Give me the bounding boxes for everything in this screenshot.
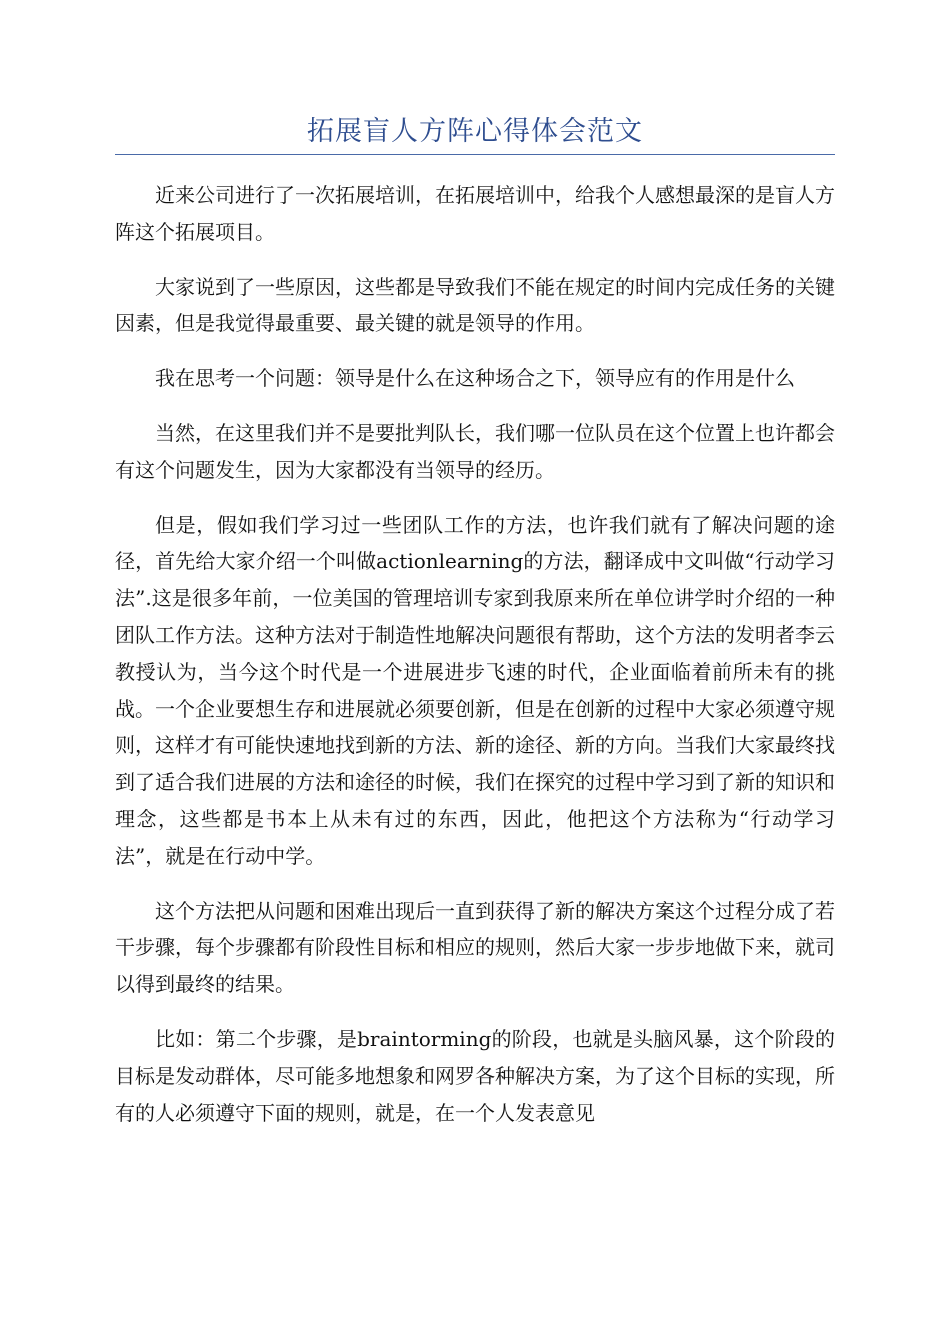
- paragraph-6: 这个方法把从问题和困难出现后一直到获得了新的解决方案这个过程分成了若干步骤，每个步骤都有阶段性目标和相应的规则，然后大家一步步地做下来，就司以得到最终的结果。: [115, 898, 835, 997]
- paragraph-2: 大家说到了一些原因，这些都是导致我们不能在规定的时间内完成任务的关键因素，但是我觉得最重要、最关键的就是领导的作用。: [115, 274, 835, 336]
- paragraph-5: 但是，假如我们学习过一些团队工作的方法，也许我们就有了解决问题的途径，首先给大家介绍一个叫做actionlearning的方法，翻译成中文叫做“行动学习法”.这是很多年前，一位美国的管理培训专家到我原来所在单位讲学时介绍的一种团队工作方法。这种方法对于制造性地解决问题很有帮助，这个方法的发明者李云教授认为，当今这个时代是一个进展进步飞速的时代，企业面临着前所未有的挑战。一个企业要想生存和进展就必须要创新，但是在创新的过程中大家必须遵守规则，这样才有可能快速地找到新的方法、新的途径、新的方向。当我们大家最终找到了适合我们进展的方法和途径的时候，我们在探究的过程中学习到了新的知识和理念，这些都是书本上从未有过的东西，因此，他把这个方法称为“行动学习法”，就是在行动中学。: [115, 512, 835, 868]
- paragraph-3: 我在思考一个问题：领导是什么在这种场合之下，领导应有的作用是什么: [155, 366, 795, 391]
- paragraph-1: 近来公司进行了一次拓展培训，在拓展培训中，给我个人感想最深的是盲人方阵这个拓展项目。: [115, 183, 835, 244]
- title-underline: [115, 154, 835, 155]
- document-title: 拓展盲人方阵心得体会范文: [307, 116, 643, 147]
- paragraph-7: 比如：第二个步骤，是braintorming的阶段，也就是头脑风暴，这个阶段的目标是发动群体，尽可能多地想象和网罗各种解决方案，为了这个目标的实现，所有的人必须遵守下面的规则，就是，在一个人发表意见: [115, 1026, 835, 1125]
- document-body: [115, 177, 835, 1149]
- paragraph-4: 当然，在这里我们并不是要批判队长，我们哪一位队员在这个位置上也许都会有这个问题发生，因为大家都没有当领导的经历。: [115, 420, 835, 482]
